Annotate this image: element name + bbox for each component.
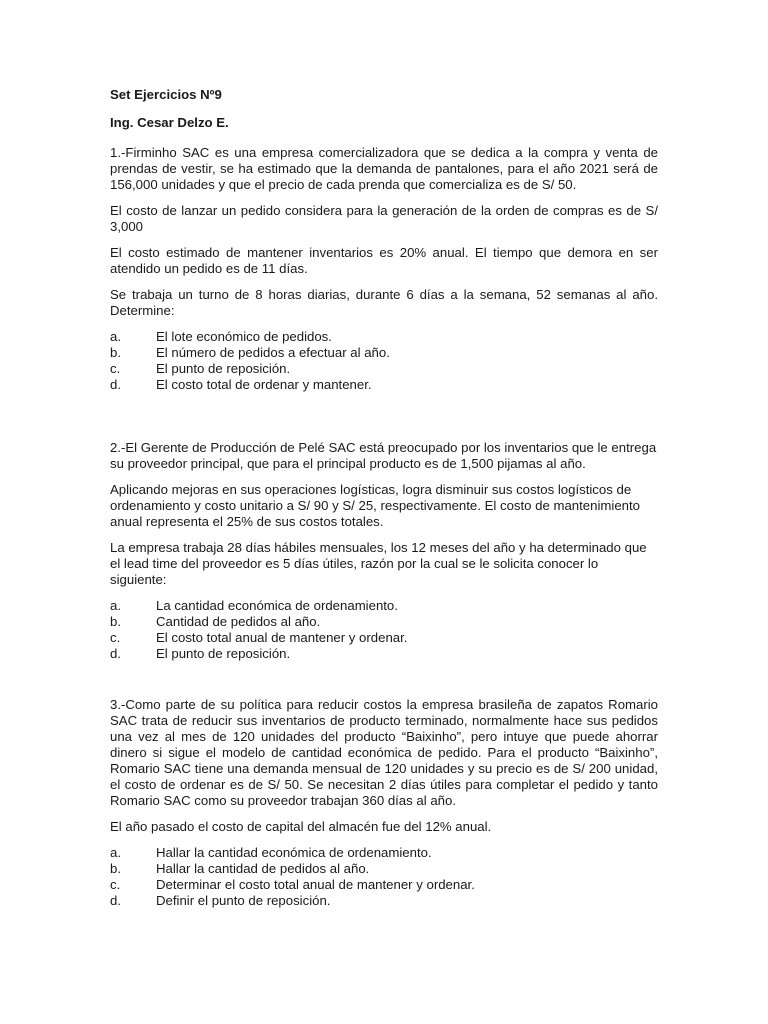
item-text: El punto de reposición. bbox=[156, 361, 291, 376]
list-item bbox=[110, 361, 658, 377]
item-letter: d. bbox=[110, 646, 121, 661]
list-item bbox=[110, 845, 658, 861]
exercise-1-question-list bbox=[110, 329, 658, 393]
exercise-3-question-list bbox=[110, 845, 658, 909]
list-item bbox=[110, 893, 658, 909]
exercise-3 bbox=[110, 697, 658, 909]
item-text: Definir el punto de reposición. bbox=[156, 893, 331, 908]
item-letter: a. bbox=[110, 598, 121, 613]
list-item bbox=[110, 377, 658, 393]
item-letter: c. bbox=[110, 630, 121, 645]
exercise-2-paragraph: Aplicando mejoras en sus operaciones logísticas, logra disminuir sus costos logísticos de ordenamiento y costo unitario a S/ 90 y S/ 25, respectivamente. El costo de mantenimiento anual representa el 25% de sus costos totales. bbox=[110, 482, 640, 529]
item-text: Cantidad de pedidos al año. bbox=[156, 614, 321, 629]
document-author: Ing. Cesar Delzo E. bbox=[110, 115, 229, 130]
item-text: Determinar el costo total anual de mantener y ordenar. bbox=[156, 877, 475, 892]
exercise-2 bbox=[110, 440, 658, 662]
list-item bbox=[110, 329, 658, 345]
item-letter: b. bbox=[110, 614, 121, 629]
item-text: El costo total anual de mantener y ordenar. bbox=[156, 630, 408, 645]
exercise-1 bbox=[110, 145, 658, 393]
exercise-3-paragraph: 3.-Como parte de su política para reducir costos la empresa brasileña de zapatos Romario SAC trata de reducir sus inventarios de producto terminado, normalmente hace sus pedidos una vez al mes de 120 unidades del producto “Baixinho”, pero intuye que puede ahorrar dinero si sigue el modelo de cantidad económica de pedido. Para el producto “Baixinho”, Romario SAC tiene una demanda mensual de 120 unidades y su precio es de S/ 200 unidad, el costo de ordenar es de S/ 50. Se necesitan 2 días útiles para completar el pedido y tanto Romario SAC como su proveedor trabajan 360 días al año. bbox=[110, 697, 658, 808]
item-letter: b. bbox=[110, 345, 121, 360]
list-item bbox=[110, 614, 658, 630]
exercise-2-paragraph: La empresa trabaja 28 días hábiles mensuales, los 12 meses del año y ha determinado que el lead time del proveedor es 5 días útiles, razón por la cual se le solicita conocer lo siguiente: bbox=[110, 540, 647, 587]
list-item bbox=[110, 877, 658, 893]
list-item bbox=[110, 598, 658, 614]
item-text: La cantidad económica de ordenamiento. bbox=[156, 598, 398, 613]
document-title: Set Ejercicios Nº9 bbox=[110, 87, 222, 102]
document-page bbox=[110, 87, 658, 909]
item-letter: a. bbox=[110, 845, 121, 860]
item-text: El costo total de ordenar y mantener. bbox=[156, 377, 372, 392]
item-letter: d. bbox=[110, 893, 121, 908]
item-text: Hallar la cantidad económica de ordenamiento. bbox=[156, 845, 432, 860]
item-letter: c. bbox=[110, 877, 121, 892]
item-letter: d. bbox=[110, 377, 121, 392]
item-text: El lote económico de pedidos. bbox=[156, 329, 332, 344]
item-text: El punto de reposición. bbox=[156, 646, 291, 661]
item-letter: a. bbox=[110, 329, 121, 344]
exercise-1-paragraph: 1.-Firminho SAC es una empresa comercializadora que se dedica a la compra y venta de prendas de vestir, se ha estimado que la demanda de pantalones, para el año 2021 será de 156,000 unidades y que el precio de cada prenda que comercializa es de S/ 50. bbox=[110, 145, 658, 192]
list-item bbox=[110, 345, 658, 361]
exercise-2-paragraph: 2.-El Gerente de Producción de Pelé SAC está preocupado por los inventarios que le entrega su proveedor principal, que para el principal producto es de 1,500 pijamas al año. bbox=[110, 440, 657, 471]
exercise-2-question-list bbox=[110, 598, 658, 662]
list-item bbox=[110, 861, 658, 877]
item-letter: b. bbox=[110, 861, 121, 876]
list-item bbox=[110, 630, 658, 646]
exercise-1-paragraph: El costo de lanzar un pedido considera para la generación de la orden de compras es de S/ 3,000 bbox=[110, 203, 658, 234]
list-item bbox=[110, 646, 658, 662]
exercise-3-paragraph: El año pasado el costo de capital del almacén fue del 12% anual. bbox=[110, 819, 492, 834]
item-text: Hallar la cantidad de pedidos al año. bbox=[156, 861, 370, 876]
item-letter: c. bbox=[110, 361, 121, 376]
item-text: El número de pedidos a efectuar al año. bbox=[156, 345, 390, 360]
exercise-1-paragraph: El costo estimado de mantener inventarios es 20% anual. El tiempo que demora en ser atendido un pedido es de 11 días. bbox=[110, 245, 658, 276]
exercise-1-paragraph: Se trabaja un turno de 8 horas diarias, durante 6 días a la semana, 52 semanas al año. Determine: bbox=[110, 287, 658, 318]
